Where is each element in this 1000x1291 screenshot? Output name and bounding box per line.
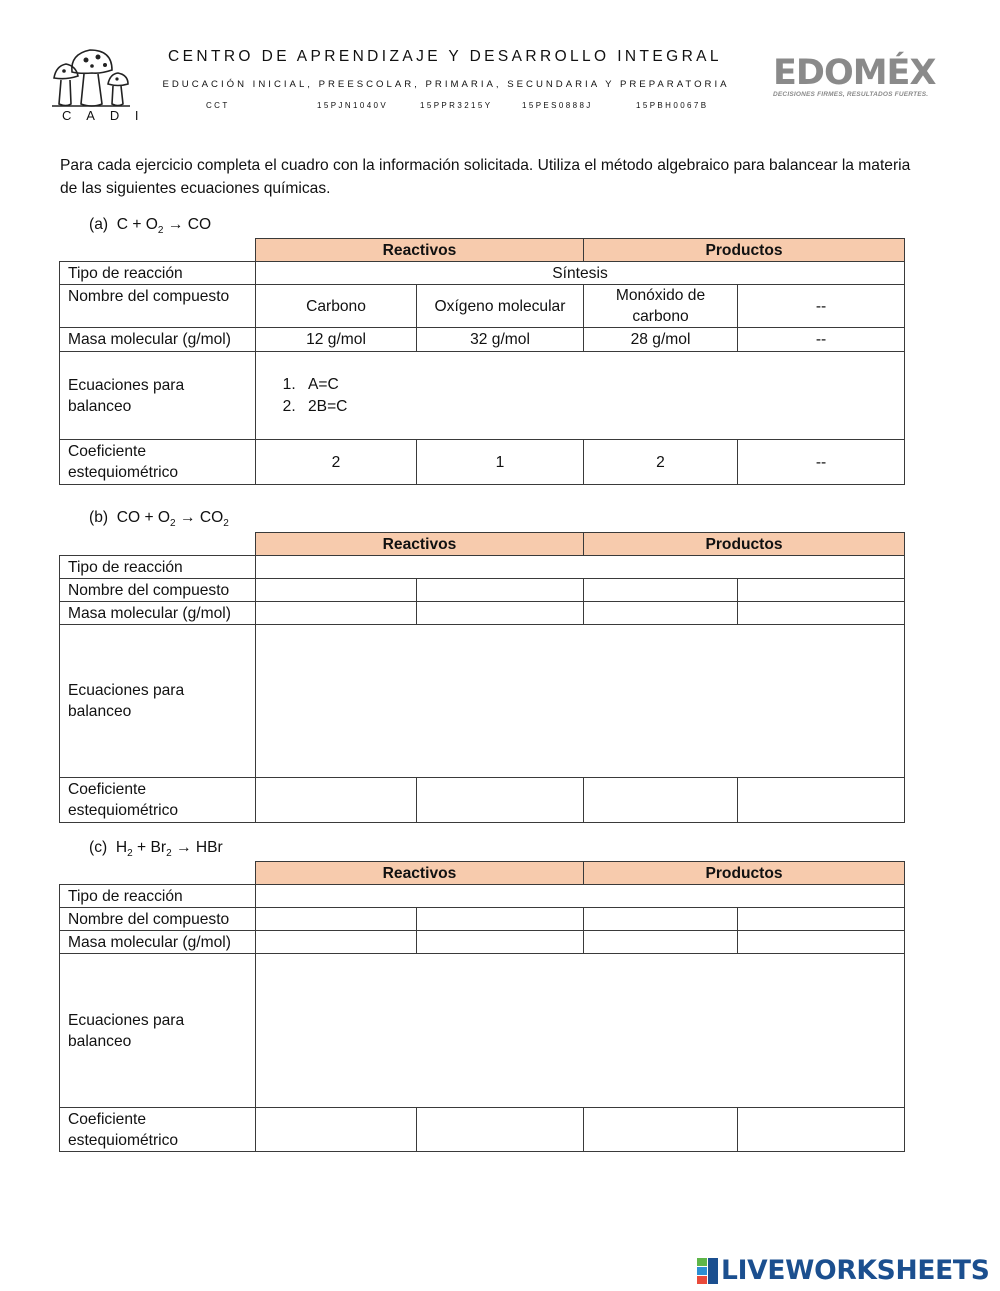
liveworksheets-icon [697, 1258, 719, 1284]
row-label-tipo: Tipo de reacción [60, 262, 256, 285]
coeficiente-cell[interactable]: -- [738, 440, 905, 485]
exercise-b-title: (b) CO + $O_2 \to CO_2$ [89, 509, 229, 530]
coeficiente-cell[interactable] [738, 778, 905, 823]
coeficiente-cell[interactable]: 1 [417, 440, 584, 485]
ecuaciones-cell[interactable] [256, 625, 905, 778]
reactivos-header: Reactivos [256, 239, 584, 262]
cct-label: CCT [206, 101, 230, 110]
coeficiente-cell[interactable] [417, 1108, 584, 1152]
edomex-wordmark: EDOMÉX [773, 53, 936, 93]
productos-header: Productos [584, 862, 905, 885]
nombre-cell[interactable] [256, 579, 417, 602]
edomex-tagline: DECISIONES FIRMES, RESULTADOS FUERTES. [773, 91, 929, 98]
mushroom-icon [50, 44, 132, 110]
masa-cell[interactable]: 12 g/mol [256, 328, 417, 352]
nombre-cell[interactable] [417, 579, 584, 602]
row-label-coeficiente: Coeficiente estequiométrico [60, 1108, 256, 1152]
coeficiente-cell[interactable] [738, 1108, 905, 1152]
row-label-nombre: Nombre del compuesto [60, 285, 256, 328]
nombre-cell[interactable]: Carbono [256, 285, 417, 328]
masa-cell[interactable]: 28 g/mol [584, 328, 738, 352]
liveworksheets-wordmark: LIVEWORKSHEETS [721, 1255, 990, 1286]
cct-code: 15PPR3215Y [420, 101, 493, 110]
row-label-masa: Masa molecular (g/mol) [60, 931, 256, 954]
cadi-label: C A D I [62, 108, 145, 123]
tipo-reaccion-cell[interactable]: Síntesis [256, 262, 905, 285]
masa-cell[interactable] [417, 931, 584, 954]
row-label-nombre: Nombre del compuesto [60, 908, 256, 931]
edomex-logo [773, 53, 963, 102]
exercise-b-table [59, 532, 905, 823]
row-label-masa: Masa molecular (g/mol) [60, 602, 256, 625]
nombre-cell[interactable] [738, 908, 905, 931]
row-label-coeficiente: Coeficiente estequiométrico [60, 778, 256, 823]
nombre-cell[interactable] [417, 908, 584, 931]
school-title: CENTRO DE APRENDIZAJE Y DESARROLLO INTEGRAL [168, 48, 722, 65]
instructions: Para cada ejercicio completa el cuadro con la información solicitada. Utiliza el método algebraico para balancear la materia de las siguientes ecuaciones químicas. [60, 157, 911, 197]
exercise-c-title: (c) $H_2 + Br_2$ → HBr [89, 839, 223, 860]
row-label-masa: Masa molecular (g/mol) [60, 328, 256, 352]
ecuaciones-cell[interactable] [256, 954, 905, 1108]
coeficiente-cell[interactable]: 2 [256, 440, 417, 485]
row-label-coeficiente: Coeficiente estequiométrico [60, 440, 256, 485]
nombre-cell[interactable] [738, 579, 905, 602]
ecuaciones-cell[interactable] [256, 352, 905, 440]
productos-header: Productos [584, 239, 905, 262]
school-levels: EDUCACIÓN INICIAL, PREESCOLAR, PRIMARIA, SECUNDARIA Y PREPARATORIA [162, 79, 730, 90]
masa-cell[interactable] [738, 602, 905, 625]
exercise-a-title: (a) $C + O_2$ → CO [89, 216, 212, 237]
row-label-tipo: Tipo de reacción [60, 885, 256, 908]
nombre-cell[interactable] [584, 579, 738, 602]
cct-code: 15PBH0067B [636, 101, 709, 110]
liveworksheets-logo[interactable] [697, 1256, 993, 1286]
coeficiente-cell[interactable] [256, 1108, 417, 1152]
reactivos-header: Reactivos [256, 533, 584, 556]
masa-cell[interactable]: -- [738, 328, 905, 352]
reactivos-header: Reactivos [256, 862, 584, 885]
masa-cell[interactable] [738, 931, 905, 954]
masa-cell[interactable]: 32 g/mol [417, 328, 584, 352]
masa-cell[interactable] [417, 602, 584, 625]
masa-cell[interactable] [584, 602, 738, 625]
productos-header: Productos [584, 533, 905, 556]
tipo-reaccion-cell[interactable] [256, 556, 905, 579]
coeficiente-cell[interactable] [584, 778, 738, 823]
masa-cell[interactable] [256, 931, 417, 954]
nombre-cell[interactable]: Oxígeno molecular [417, 285, 584, 328]
exercise-a-table [59, 238, 905, 485]
row-label-nombre: Nombre del compuesto [60, 579, 256, 602]
masa-cell[interactable] [584, 931, 738, 954]
tipo-reaccion-cell[interactable] [256, 885, 905, 908]
ecuacion-item: 2. 2B=C [300, 396, 896, 418]
ecuacion-item: 1. A=C [300, 374, 896, 396]
cct-code: 15PJN1040V [317, 101, 389, 110]
row-label-ecuaciones: Ecuaciones para balanceo [60, 352, 256, 440]
coeficiente-cell[interactable] [584, 1108, 738, 1152]
nombre-cell[interactable]: -- [738, 285, 905, 328]
nombre-cell[interactable] [256, 908, 417, 931]
coeficiente-cell[interactable] [417, 778, 584, 823]
row-label-ecuaciones: Ecuaciones para balanceo [60, 625, 256, 778]
nombre-cell[interactable] [584, 908, 738, 931]
row-label-tipo: Tipo de reacción [60, 556, 256, 579]
coeficiente-cell[interactable] [256, 778, 417, 823]
masa-cell[interactable] [256, 602, 417, 625]
nombre-cell[interactable]: Monóxido de carbono [584, 285, 738, 328]
cct-code: 15PES0888J [522, 101, 593, 110]
exercise-c-table [59, 861, 905, 1152]
coeficiente-cell[interactable]: 2 [584, 440, 738, 485]
row-label-ecuaciones: Ecuaciones para balanceo [60, 954, 256, 1108]
